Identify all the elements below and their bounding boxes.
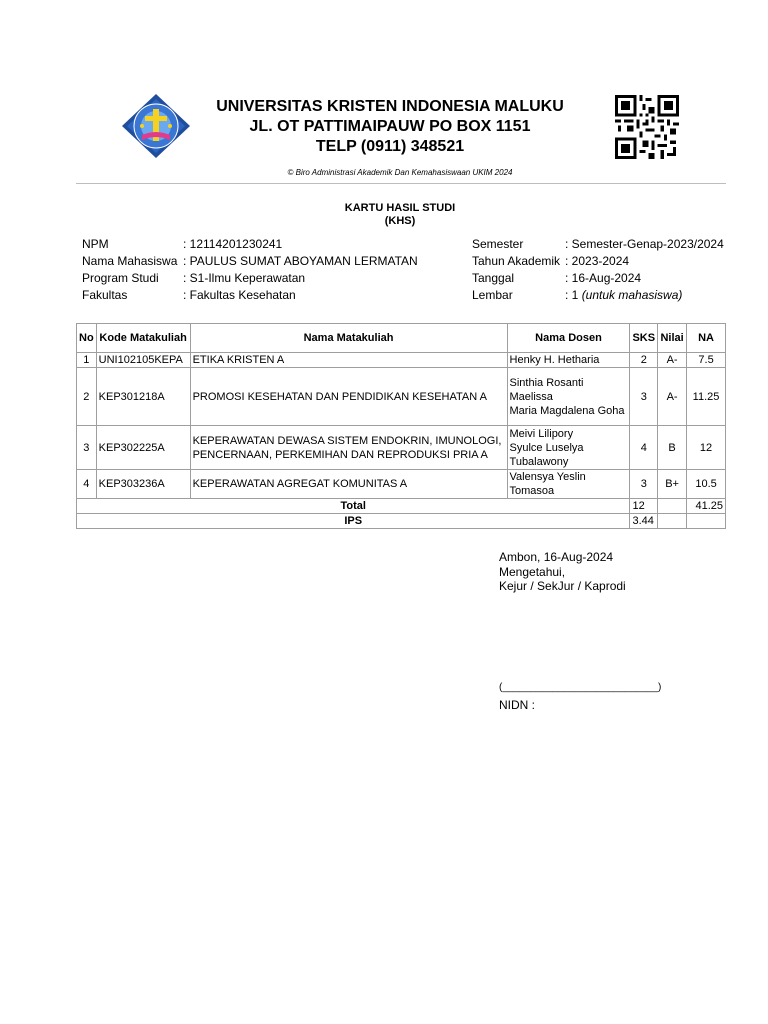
signature-place-date: Ambon, 16-Aug-2024: [499, 550, 614, 564]
row-nilai: B: [658, 426, 687, 470]
ips-nilai-empty: [658, 514, 687, 529]
ips-value: 3.44: [630, 514, 658, 529]
row-na: 11.25: [687, 368, 726, 426]
signature-acknowledged: Mengetahui,: [499, 565, 566, 579]
table-row: [77, 470, 726, 499]
university-logo: [120, 93, 192, 159]
document-title: KARTU HASIL STUDI: [344, 202, 456, 214]
row-kode: KEP303236A: [96, 470, 190, 499]
student-name-label: Nama Mahasiswa: [82, 254, 178, 268]
row-sks: 3: [630, 368, 658, 426]
faculty-value: : Fakultas Kesehatan: [183, 288, 296, 302]
row-sks: 3: [630, 470, 658, 499]
academic-year-value: : 2023-2024: [565, 254, 630, 268]
grades-table: [76, 323, 726, 529]
col-header-dosen: Nama Dosen: [507, 324, 630, 353]
row-na: 12: [687, 426, 726, 470]
document-subtitle: (KHS): [384, 215, 416, 227]
sheet-note: (untuk mahasiswa): [581, 288, 683, 302]
university-phone: TELP (0911) 348521: [315, 138, 465, 155]
row-nilai: B+: [658, 470, 687, 499]
col-header-na: NA: [687, 324, 726, 353]
header-divider: [76, 183, 726, 184]
row-dosen: Valensya Yeslin Tomasoa: [507, 470, 630, 499]
col-header-nilai: Nilai: [658, 324, 687, 353]
total-label: Total: [77, 499, 630, 514]
date-value: : 16-Aug-2024: [565, 271, 642, 285]
ips-label: IPS: [77, 514, 630, 529]
table-row: [77, 426, 726, 470]
total-na: 41.25: [687, 499, 726, 514]
table-header-row: [77, 324, 726, 353]
col-header-sks: SKS: [630, 324, 658, 353]
table-row: [77, 368, 726, 426]
signature-role: Kejur / SekJur / Kaprodi: [499, 579, 626, 593]
row-dosen: Sinthia Rosanti Maelissa Maria Magdalena Goha: [507, 368, 630, 426]
row-kode: KEP302225A: [96, 426, 190, 470]
date-label: Tanggal: [472, 271, 515, 285]
qr-code: [615, 95, 679, 159]
sheet-value: [565, 288, 682, 302]
col-header-no: No: [77, 324, 97, 353]
row-no: 1: [77, 353, 97, 368]
university-address: JL. OT PATTIMAIPAUW PO BOX 1151: [249, 118, 531, 135]
total-sks: 12: [630, 499, 658, 514]
row-sks: 2: [630, 353, 658, 368]
sheet-number: : 1: [565, 288, 582, 302]
ips-row: [77, 514, 726, 529]
row-nama: KEPERAWATAN DEWASA SISTEM ENDOKRIN, IMUNOLOGI, PENCERNAAN, PERKEMIHAN DAN REPRODUKSI PRIA A: [190, 426, 507, 470]
semester-value: : Semester-Genap-2023/2024: [565, 237, 724, 251]
total-row: [77, 499, 726, 514]
row-sks: 4: [630, 426, 658, 470]
total-nilai-empty: [658, 499, 687, 514]
row-nama: PROMOSI KESEHATAN DAN PENDIDIKAN KESEHATAN A: [190, 368, 507, 426]
row-kode: KEP301218A: [96, 368, 190, 426]
col-header-nama: Nama Matakuliah: [190, 324, 507, 353]
npm-value: : 12114201230241: [183, 237, 283, 251]
university-name: UNIVERSITAS KRISTEN INDONESIA MALUKU: [216, 98, 564, 115]
program-value: : S1-Ilmu Keperawatan: [183, 271, 306, 285]
row-na: 7.5: [687, 353, 726, 368]
row-no: 4: [77, 470, 97, 499]
table-row: [77, 353, 726, 368]
ips-na-empty: [687, 514, 726, 529]
row-no: 2: [77, 368, 97, 426]
row-na: 10.5: [687, 470, 726, 499]
row-nama: KEPERAWATAN AGREGAT KOMUNITAS A: [190, 470, 507, 499]
sheet-label: Lembar: [472, 288, 513, 302]
faculty-label: Fakultas: [82, 288, 128, 302]
university-seal-icon: [120, 93, 192, 159]
row-dosen: Meivi Lilipory Syulce Luselya Tubalawony: [507, 426, 630, 470]
signature-name-line: (____________________________): [499, 682, 662, 693]
npm-label: NPM: [82, 237, 109, 251]
row-kode: UNI102105KEPA: [96, 353, 190, 368]
qr-code-icon: [615, 95, 679, 159]
program-label: Program Studi: [82, 271, 159, 285]
row-nilai: A-: [658, 368, 687, 426]
col-header-kode: Kode Matakuliah: [96, 324, 190, 353]
student-name-value: : PAULUS SUMAT ABOYAMAN LERMATAN: [183, 254, 418, 268]
row-no: 3: [77, 426, 97, 470]
semester-label: Semester: [472, 237, 524, 251]
row-nama: ETIKA KRISTEN A: [190, 353, 507, 368]
row-dosen: Henky H. Hetharia: [507, 353, 630, 368]
academic-year-label: Tahun Akademik: [472, 254, 561, 268]
signature-nidn: NIDN :: [499, 698, 535, 712]
copyright-note: © Biro Administrasi Akademik Dan Kemahasiswaan UKIM 2024: [287, 168, 513, 177]
row-nilai: A-: [658, 353, 687, 368]
